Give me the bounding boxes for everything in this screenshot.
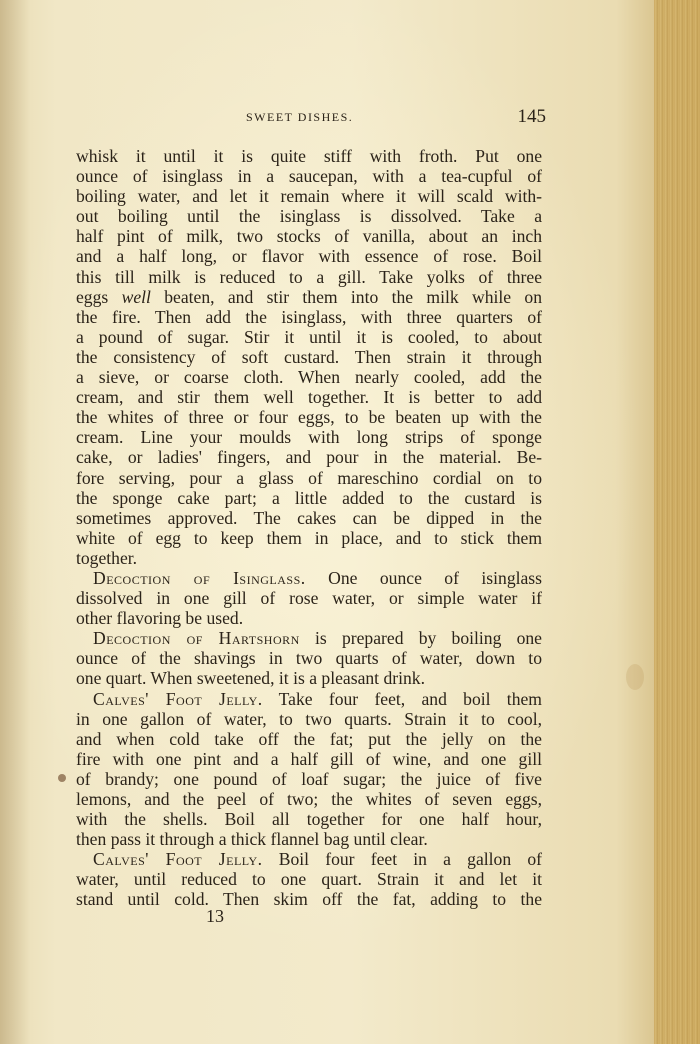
page-edge [654,0,700,1044]
body-text [76,146,542,910]
text-line: dissolved in one gill of rose water, or simple water if [76,588,542,609]
running-head [76,106,546,130]
text-span: Boil four feet in a gallon of [278,849,542,870]
text-line: ounce of the shavings in two quarts of water, down to [76,648,542,669]
text-line: cream, and stir them well together. It is better to add [76,387,542,408]
text-line: the fire. Then add the isinglass, with three quarters of [76,306,542,327]
paper-stain [626,664,644,690]
text-line: of brandy; one pound of loaf sugar; the juice of five [76,768,542,789]
text-line: sometimes approved. The cakes can be dipped in the [76,507,542,528]
text-line: water, until reduced to one quart. Strain it and let it [76,869,542,890]
text-line: out boiling until the isinglass is dissolved. Take a [76,206,542,227]
recipe-heading: Decoction of Hartshorn [93,628,300,649]
text-line: the consistency of soft custard. Then strain it through [76,346,542,367]
text-line: and a half long, or flavor with essence of rose. Boil [76,246,542,267]
gutter-shadow [0,0,30,1044]
text-line: together. [76,547,138,568]
running-title: SWEET DISHES. [246,110,354,124]
text-line: with the shells. Boil all together for one half hour, [76,809,542,830]
page-number: 145 [517,106,546,127]
text-line: then pass it through a thick flannel bag until clear. [76,829,428,850]
text-span: Take four feet, and boil them [278,688,542,709]
text-line: boiling water, and let it remain where it will scald with- [76,186,542,207]
text-line: and when cold take off the fat; put the jelly on the [76,728,542,749]
text-line: fore serving, pour a glass of mareschino cordial on to [76,467,542,488]
text-line: cream. Line your moulds with long strips of sponge [76,427,542,448]
text-line: other flavoring be used. [76,608,244,629]
text-line: in one gallon of water, to two quarts. Strain it to cool, [76,708,542,729]
text-line: stand until cold. Then skim off the fat, adding to the [76,889,542,910]
text-line: a pound of sugar. Stir it until it is cooled, to about [76,326,542,347]
italic-emphasis: well [121,286,151,307]
text-span: One ounce of isinglass [328,567,543,588]
signature-mark: 13 [206,906,224,926]
text-line [76,689,542,709]
text-span: is prepared by boiling one [315,628,542,649]
text-line: fire with one pint and a half gill of wine, and one gill [76,748,542,769]
text-line: one quart. When sweetened, it is a pleasant drink. [76,668,425,689]
recipe-heading: Decoction of Isinglass. [93,567,306,588]
text-span: eggs [76,286,122,307]
text-line: white of egg to keep them in place, and to stick them [76,527,542,548]
text-span: beaten, and stir them into the milk while on [150,286,542,307]
paper-stain [58,774,66,782]
text-line: the sponge cake part; a little added to the custard is [76,487,542,508]
text-line: ounce of isinglass in a saucepan, with a tea-cupful of [76,166,542,187]
text-line: a sieve, or coarse cloth. When nearly cooled, add the [76,367,542,388]
recipe-heading: Calves' Foot Jelly. [93,849,263,870]
recipe-heading: Calves' Foot Jelly. [93,688,263,709]
text-line [76,568,542,588]
text-line [76,287,542,307]
text-line: lemons, and the peel of two; the whites of seven eggs, [76,789,542,809]
text-line: this till milk is reduced to a gill. Take yolks of three [76,266,542,287]
text-line [76,628,542,648]
text-line: the whites of three or four eggs, to be beaten up with the [76,407,542,428]
text-line [76,849,542,869]
text-line: half pint of milk, two stocks of vanilla, about an inch [76,226,542,247]
text-line: whisk it until it is quite stiff with froth. Put one [76,146,542,166]
text-line: cake, or ladies' fingers, and pour in the material. Be- [76,447,542,468]
